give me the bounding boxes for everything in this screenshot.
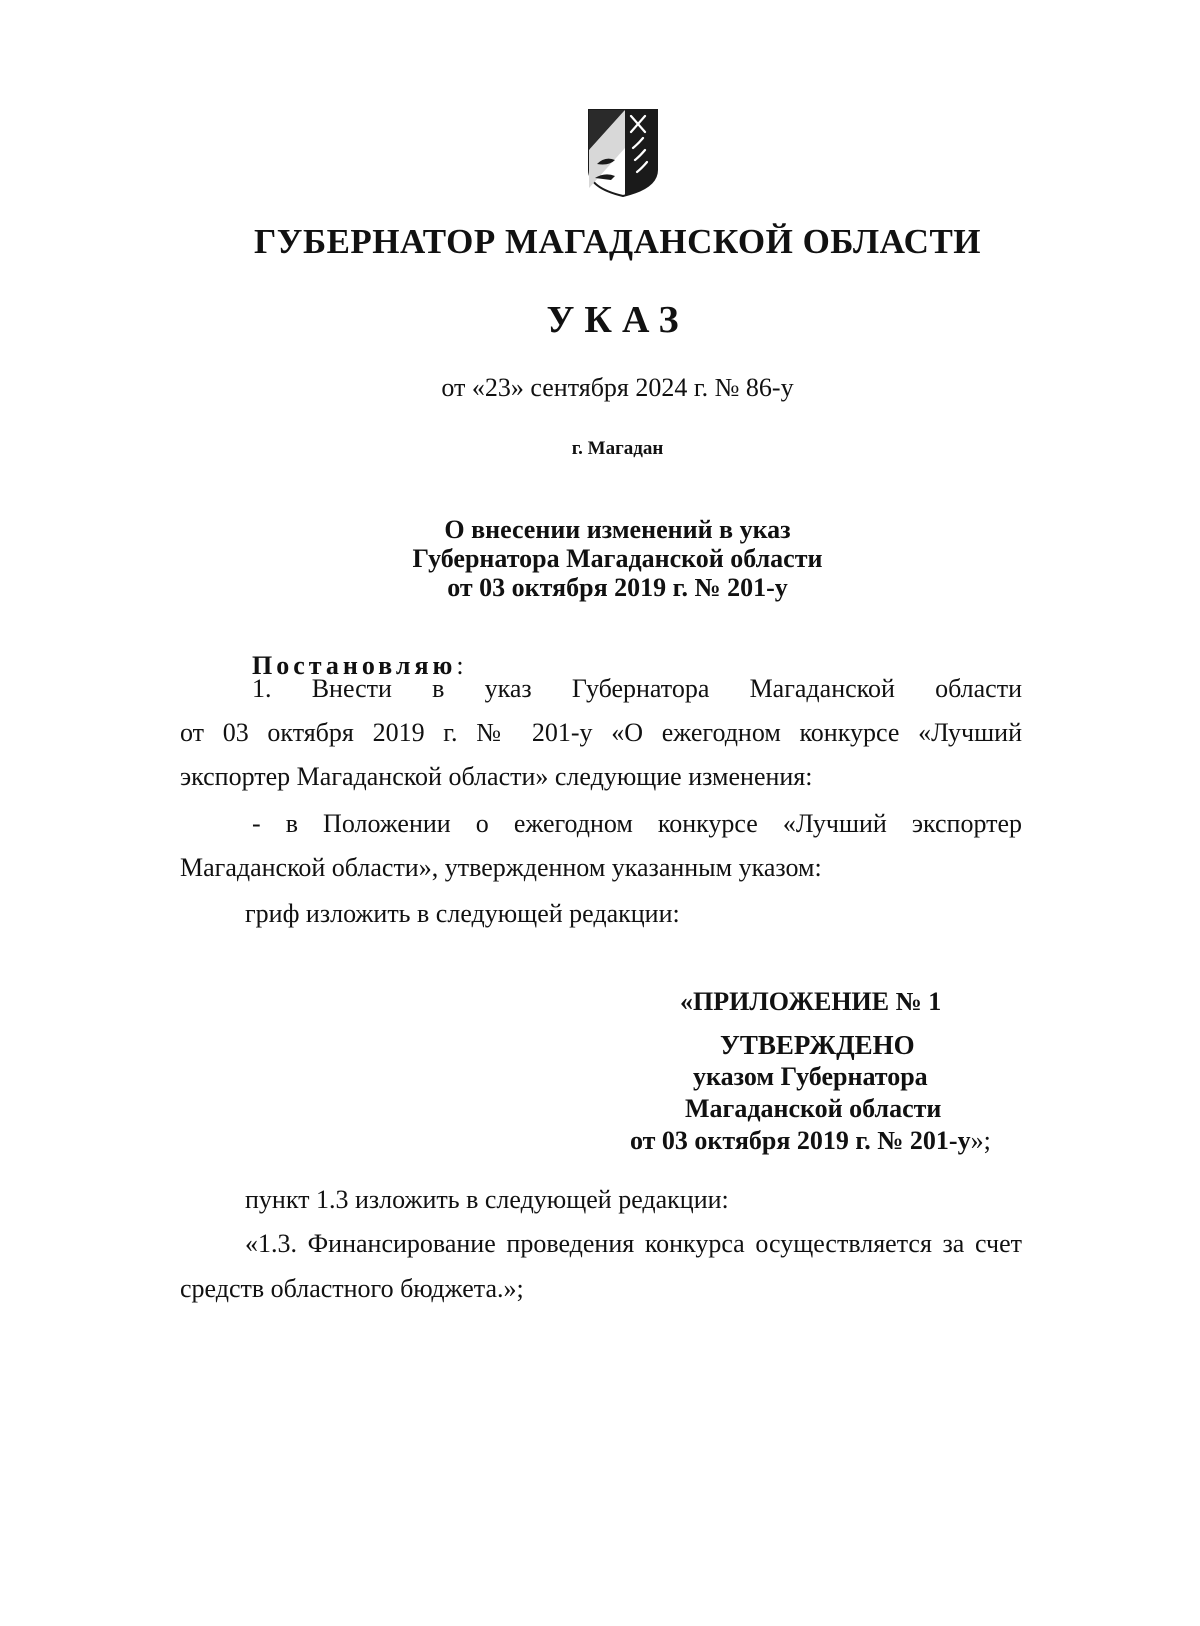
stamp-line-3: указом Губернатора — [693, 1062, 928, 1091]
subject-line-2: Губернатора Магаданской области — [412, 544, 823, 573]
document-type-title: УКАЗ — [546, 299, 689, 341]
decree-colon: : — [456, 651, 464, 680]
para1-line1: 1. Внести в указ Губернатора Магаданской области — [252, 674, 1022, 703]
document-date-number: от «23» сентября 2024 г. № 86-у — [441, 373, 794, 402]
subject-line-1: О внесении изменений в указ — [444, 515, 791, 544]
para5-line2: средств областного бюджета.»; — [180, 1274, 524, 1303]
document-subject — [0, 515, 1200, 602]
para5-line1: «1.3. Финансирование проведения конкурса осуществляется за счет — [245, 1229, 1022, 1258]
stamp-line-5-tail: »; — [970, 1126, 991, 1155]
para3: гриф изложить в следующей редакции: — [245, 899, 680, 928]
stamp-line-1: «ПРИЛОЖЕНИЕ № 1 — [680, 987, 942, 1016]
para2-line2: Магаданской области», утвержденном указанным указом: — [180, 853, 822, 882]
issuing-authority: ГУБЕРНАТОР МАГАДАНСКОЙ ОБЛАСТИ — [253, 222, 982, 261]
decree-word-text: Постановляю — [252, 651, 457, 680]
stamp-line-4: Магаданской области — [685, 1094, 942, 1123]
para2-line1: - в Положении о ежегодном конкурсе «Лучший экспортер — [252, 809, 1022, 838]
stamp-line-2: УТВЕРЖДЕНО — [720, 1030, 915, 1060]
coat-of-arms-icon — [585, 108, 661, 198]
para4: пункт 1.3 изложить в следующей редакции: — [245, 1185, 729, 1214]
document-place: г. Магадан — [571, 438, 664, 459]
para1-line2: от 03 октября 2019 г. № 201-у «О ежегодном конкурсе «Лучший — [180, 718, 1022, 747]
subject-line-3: от 03 октября 2019 г. № 201-у — [447, 573, 788, 602]
para1-line3: экспортер Магаданской области» следующие изменения: — [180, 762, 813, 791]
stamp-line-5-bold: от 03 октября 2019 г. № 201-у — [630, 1126, 971, 1155]
stamp-line-5 — [630, 1126, 991, 1156]
